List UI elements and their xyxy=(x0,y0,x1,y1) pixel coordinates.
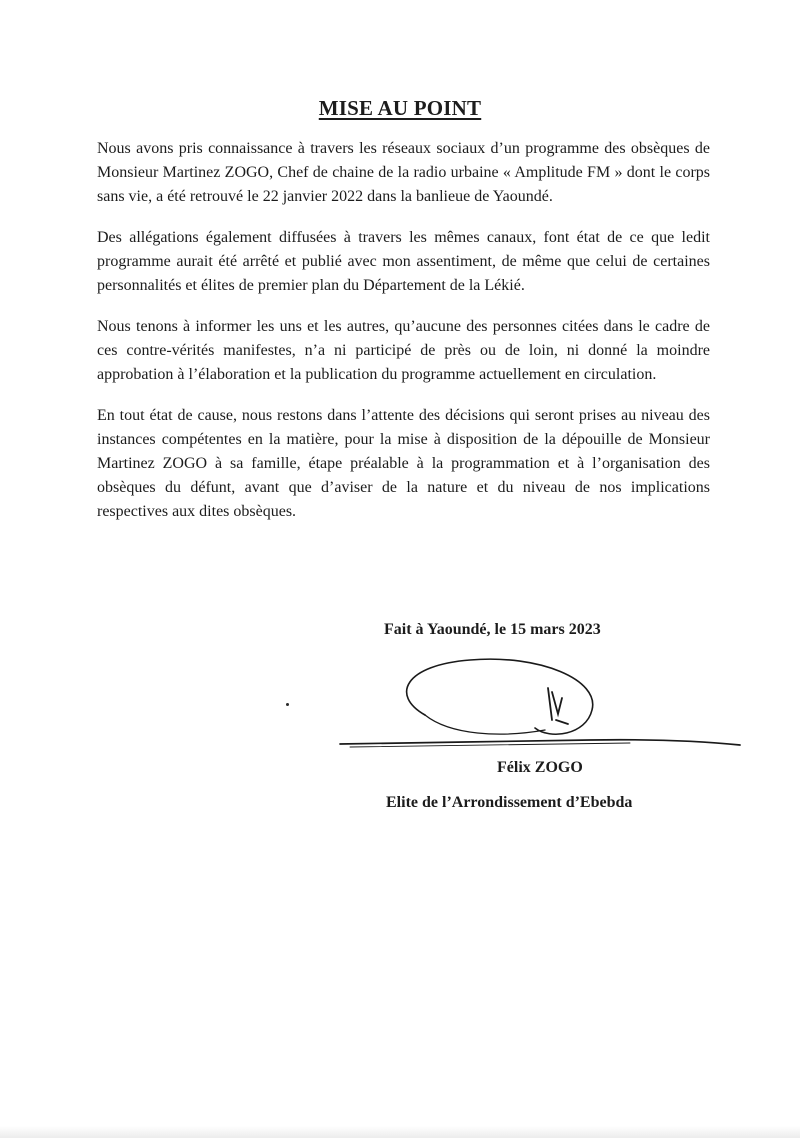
document-title: MISE AU POINT xyxy=(318,96,482,120)
place-and-date: Fait à Yaoundé, le 15 mars 2023 xyxy=(384,621,601,638)
stray-mark xyxy=(286,703,289,706)
signatory-name: Félix ZOGO xyxy=(497,759,583,776)
paragraph-4: En tout état de cause, nous restons dans l’attente des décisions qui seront prises au niveau des instances compétentes en la matière, pour la mise à disposition de la dépouille de Monsieur Martinez ZOGO à sa famille, étape préalable à la programmation et à l’organisation des obsèques du défunt, avant que d’aviser de la nature et du niveau de nos implications respectives aux dites obsèques. xyxy=(97,407,710,520)
paragraph-2: Des allégations également diffusées à travers les mêmes canaux, font état de ce que ledit programme aurait été arrêté et publié avec mon assentiment, de même que celui de certaines personnalités et élites de premier plan du Département de la Lékié. xyxy=(97,229,710,294)
signatory-role: Elite de l’Arrondissement d’Ebebda xyxy=(386,794,633,811)
handwritten-signature xyxy=(330,640,750,770)
paragraph-1: Nous avons pris connaissance à travers les réseaux sociaux d’un programme des obsèques de Monsieur Martinez ZOGO, Chef de chaine de la radio urbaine « Amplitude FM » dont le corps sans vie, a été retrouvé le 22 janvier 2022 dans la banlieue de Yaoundé. xyxy=(97,140,710,205)
paragraph-3: Nous tenons à informer les uns et les autres, qu’aucune des personnes citées dans le cadre de ces contre-vérités manifestes, n’a ni participé de près ou de loin, ni donné la moindre approbation à l’élaboration et la publication du programme actuellement en circulation. xyxy=(97,318,710,383)
document-body xyxy=(97,137,710,541)
page-edge-shadow xyxy=(0,1126,800,1138)
